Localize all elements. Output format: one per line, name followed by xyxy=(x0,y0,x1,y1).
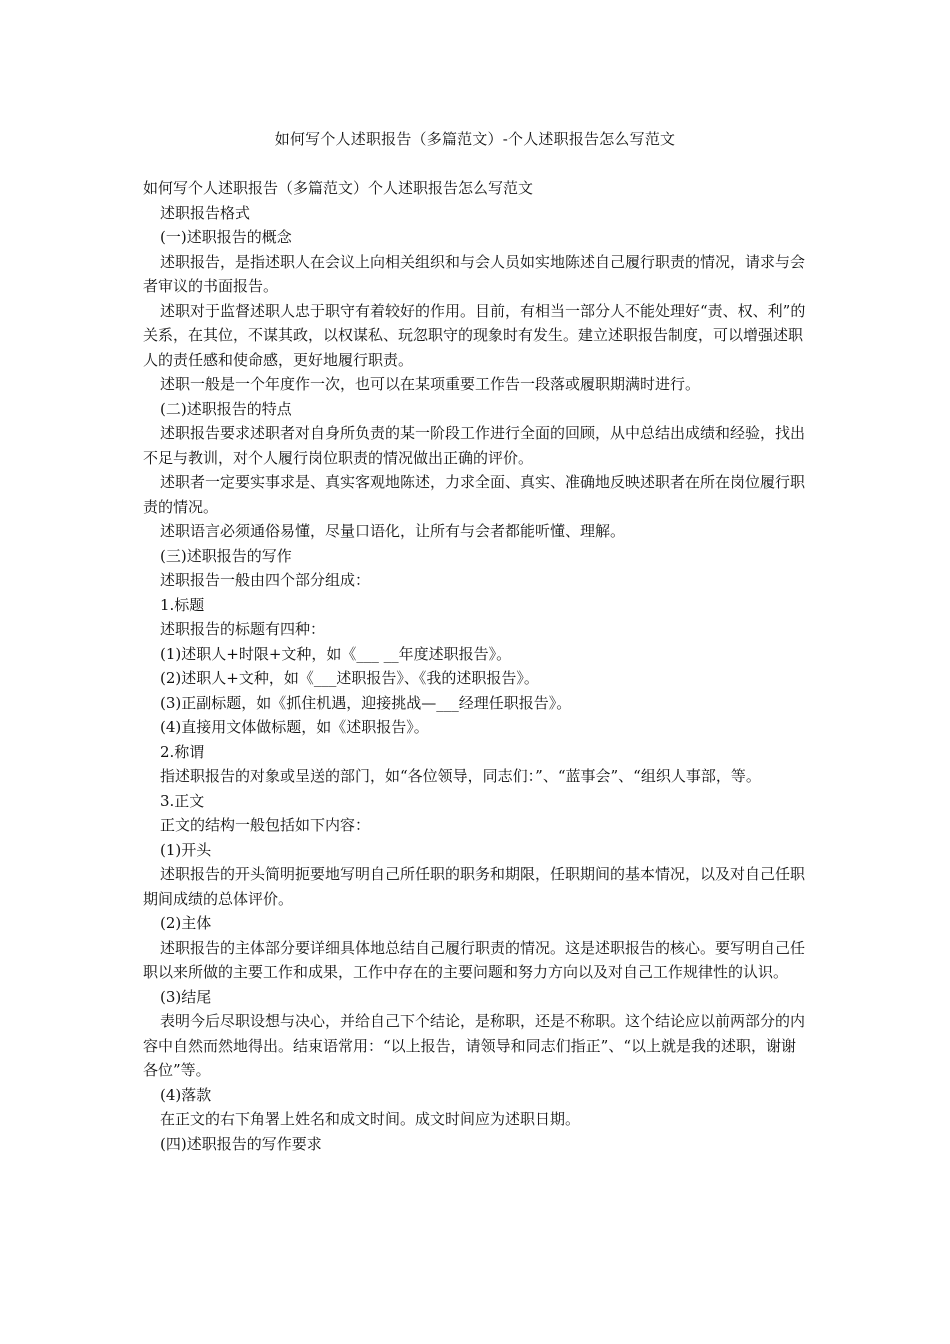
list-item: (2)主体 xyxy=(160,914,212,932)
body-paragraph: 在正文的右下角署上姓名和成文时间。成文时间应为述职日期。 xyxy=(160,1110,581,1128)
body-paragraph: 述职语言必须通俗易懂，尽量口语化，让所有与会者都能听懂、理解。 xyxy=(160,522,626,540)
list-item: (1)开头 xyxy=(160,840,212,859)
list-item: (3)正副标题，如《抓住机遇，迎接挑战—___经理任职报告》。 xyxy=(160,693,572,712)
document-body xyxy=(143,176,810,1156)
numbered-heading: 2.称谓 xyxy=(160,742,205,761)
section-heading: 述职报告格式 xyxy=(160,203,251,222)
numbered-heading: 3.正文 xyxy=(160,791,205,810)
body-paragraph: 表明今后尽职设想与决心，并给自己下个结论，是称职，还是不称职。这个结论应以前两部分的内容中自然而然地得出。结束语常用：“以上报告，请领导和同志们指正”、“以上就是我的述职，谢谢各位”等。 xyxy=(143,1012,806,1079)
list-item: (4)落款 xyxy=(160,1085,212,1104)
body-paragraph: 述职对于监督述职人忠于职守有着较好的作用。目前，有相当一部分人不能处理好“责、权、利”的关系，在其位，不谋其政，以权谋私、玩忽职守的现象时有发生。建立述职报告制度，可以增强述职人的责任感和使命感，更好地履行职责。 xyxy=(143,301,806,369)
subsection-heading: (一)述职报告的概念 xyxy=(160,228,292,246)
numbered-heading: 1.标题 xyxy=(160,595,205,614)
list-item: (3)结尾 xyxy=(160,987,212,1006)
document-title: 如何写个人述职报告（多篇范文）-个人述职报告怎么写范文 xyxy=(274,130,676,148)
subsection-heading: (四)述职报告的写作要求 xyxy=(160,1134,322,1153)
body-paragraph: 述职报告的标题有四种： xyxy=(160,620,326,638)
body-heading: 如何写个人述职报告（多篇范文）个人述职报告怎么写范文 xyxy=(143,179,534,197)
subsection-heading: (二)述职报告的特点 xyxy=(160,399,292,418)
list-item: (4)直接用文体做标题，如《述职报告》。 xyxy=(160,718,429,736)
body-paragraph: 述职报告要求述职者对自身所负责的某一阶段工作进行全面的回顾，从中总结出成绩和经验，找出不足与教训，对个人履行岗位职责的情况做出正确的评价。 xyxy=(143,424,806,467)
body-paragraph: 述职一般是一个年度作一次，也可以在某项重要工作告一段落或履职期满时进行。 xyxy=(160,375,701,393)
list-item: (1)述职人+时限+文种，如《___ __年度述职报告》。 xyxy=(160,644,512,663)
list-item: (2)述职人+文种，如《___述职报告》、《我的述职报告》。 xyxy=(160,669,539,687)
subsection-heading: (三)述职报告的写作 xyxy=(160,546,292,565)
body-paragraph: 述职报告一般由四个部分组成： xyxy=(160,571,371,589)
body-paragraph: 述职者一定要实事求是、真实客观地陈述，力求全面、真实、准确地反映述职者在所在岗位履行职责的情况。 xyxy=(143,473,806,516)
body-paragraph: 述职报告，是指述职人在会议上向相关组织和与会人员如实地陈述自己履行职责的情况，请求与会者审议的书面报告。 xyxy=(143,252,806,295)
body-paragraph: 述职报告的主体部分要详细具体地总结自己履行职责的情况。这是述职报告的核心。要写明自己任职以来所做的主要工作和成果，工作中存在的主要问题和努力方向以及对自己工作规律性的认识。 xyxy=(143,938,806,981)
body-paragraph: 述职报告的开头简明扼要地写明自己所任职的职务和期限，任职期间的基本情况，以及对自己任职期间成绩的总体评价。 xyxy=(143,865,806,908)
body-paragraph: 正文的结构一般包括如下内容： xyxy=(160,816,371,834)
body-paragraph: 指述职报告的对象或呈送的部门，如“各位领导，同志们：”、“蓝事会”、“组织人事部，等。 xyxy=(160,767,761,785)
